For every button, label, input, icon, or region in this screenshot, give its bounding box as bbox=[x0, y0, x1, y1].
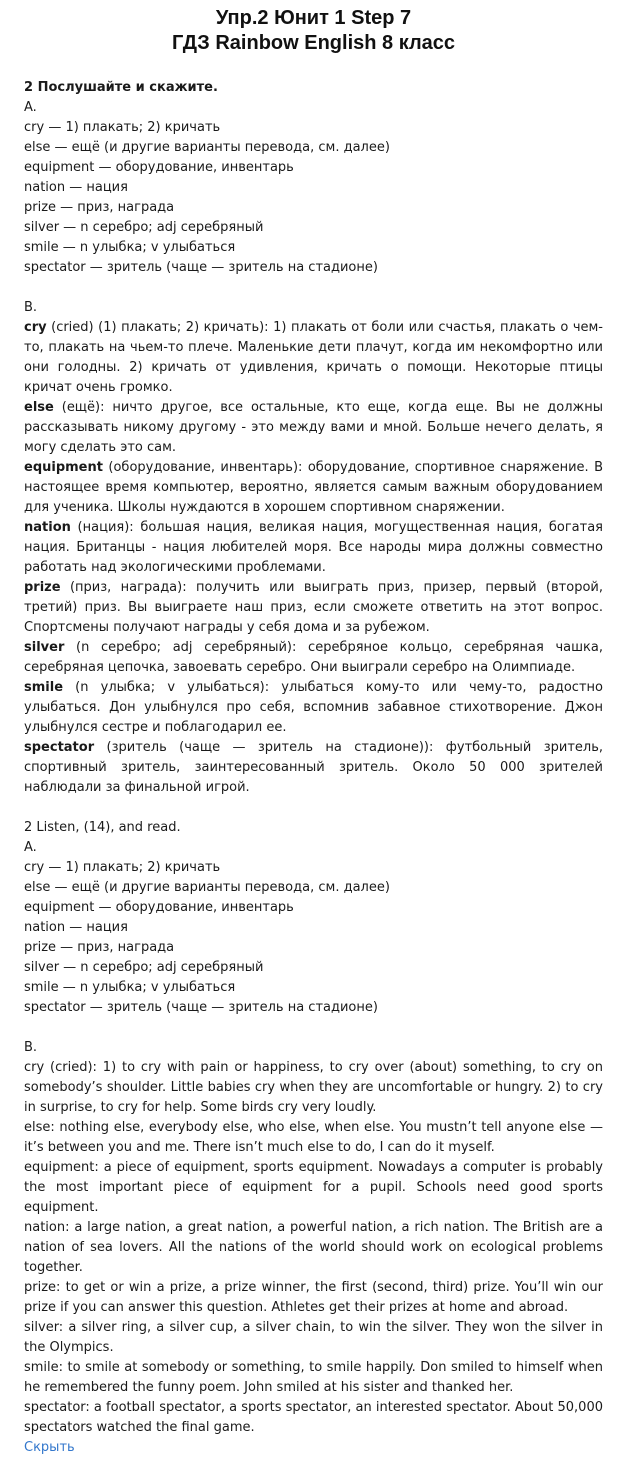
list-item: cry (cried): 1) to cry with pain or happiness, to cry over (about) something, to cry on somebody’s shoulder. Little babies cry when they are uncomfortable or hungry. 2) to cry in surprise, to cry for help. Some birds cry very loudly. bbox=[24, 1060, 603, 1115]
ru-entries-list bbox=[24, 318, 603, 798]
entry-text: (n серебро; adj серебряный): серебряное кольцо, серебряная чашка, серебряная цепочка, завоевать серебро. Они выиграли серебро на Олимпиаде. bbox=[24, 640, 603, 675]
en-vocab-list bbox=[24, 858, 603, 1018]
list-item: nation — нация bbox=[24, 180, 128, 195]
list-item: smile — n улыбка; v улыбаться bbox=[24, 240, 236, 255]
list-item: nation — нация bbox=[24, 920, 128, 935]
list-item bbox=[24, 518, 603, 578]
ru-heading: 2 Послушайте и скажите. bbox=[24, 80, 218, 95]
entry-word: cry bbox=[24, 320, 47, 335]
list-item: silver — n серебро; adj серебряный bbox=[24, 960, 264, 975]
en-heading: 2 Listen, (14), and read. bbox=[24, 820, 181, 835]
entry-word: spectator bbox=[24, 740, 95, 755]
entry-text: (оборудование, инвентарь): оборудование, спортивное снаряжение. В настоящее время компьютер, вероятно, является самым важным оборудованием для ученика. Школы нуждаются в хорошем спортивном снаряжении. bbox=[24, 460, 603, 515]
entry-text: (cried) (1) плакать; 2) кричать): 1) плакать от боли или счастья, плакать о чем-то, плакать на чьем-то плече. Маленькие дети плачут, когда им некомфортно или они голодны. 2) кричать от удивления, кричать о помощи. Некоторые птицы кричат очень громко. bbox=[24, 320, 603, 395]
list-item: prize — приз, награда bbox=[24, 200, 175, 215]
list-item: equipment — оборудование, инвентарь bbox=[24, 160, 294, 175]
list-item bbox=[24, 318, 603, 398]
list-item bbox=[24, 578, 603, 638]
list-item bbox=[24, 738, 603, 798]
list-item: smile: to smile at somebody or something, to smile happily. Don smiled to himself when he remembered the funny poem. John smiled at his sister and thanked her. bbox=[24, 1360, 603, 1395]
en-section bbox=[24, 818, 603, 1438]
list-item: equipment: a piece of equipment, sports equipment. Nowadays a computer is probably the most important piece of equipment for a pupil. Schools need good sports equipment. bbox=[24, 1160, 603, 1215]
list-item bbox=[24, 398, 603, 458]
page-title bbox=[24, 6, 603, 56]
list-item bbox=[24, 458, 603, 518]
entry-text: (нация): большая нация, великая нация, могущественная нация, богатая нация. Британцы - нация любителей моря. Все народы мира должны совместно работать над экологическими проблемами. bbox=[24, 520, 603, 575]
entry-word: prize bbox=[24, 580, 61, 595]
list-item: smile — n улыбка; v улыбаться bbox=[24, 980, 236, 995]
entry-word: nation bbox=[24, 520, 71, 535]
ru-label-a: A. bbox=[24, 100, 37, 115]
list-item: silver — n серебро; adj серебряный bbox=[24, 220, 264, 235]
entry-word: smile bbox=[24, 680, 64, 695]
list-item: silver: a silver ring, a silver cup, a silver chain, to win the silver. They won the silver in the Olympics. bbox=[24, 1320, 603, 1355]
title-line-1: Упр.2 Юнит 1 Step 7 bbox=[215, 7, 412, 29]
list-item: else: nothing else, everybody else, who else, when else. You mustn’t tell anyone else — it’s between you and me. There isn’t much else to do, I can do it myself. bbox=[24, 1120, 603, 1155]
en-label-a: A. bbox=[24, 840, 37, 855]
entry-word: equipment bbox=[24, 460, 103, 475]
list-item bbox=[24, 638, 603, 678]
list-item: else — ещё (и другие варианты перевода, см. далее) bbox=[24, 140, 390, 155]
ru-label-b: B. bbox=[24, 300, 38, 315]
list-item: nation: a large nation, a great nation, a powerful nation, a rich nation. The British are a nation of sea lovers. All the nations of the world should work on ecological problems together. bbox=[24, 1220, 603, 1275]
entry-text: (n улыбка; v улыбаться): улыбаться кому-то или чему-то, радостно улыбаться. Дон улыбнулся про себя, вспомнив забавное стихотворение. Джон улыбнулся сестре и поблагодарил ее. bbox=[24, 680, 603, 735]
list-item bbox=[24, 678, 603, 738]
entry-word: silver bbox=[24, 640, 65, 655]
list-item: spectator — зритель (чаще — зритель на стадионе) bbox=[24, 1000, 378, 1015]
list-item: prize: to get or win a prize, a prize winner, the first (second, third) prize. You’ll win our prize if you can answer this question. Athletes get their prizes at home and abroad. bbox=[24, 1280, 603, 1315]
entry-word: else bbox=[24, 400, 54, 415]
hide-link[interactable]: Скрыть bbox=[24, 1440, 75, 1455]
list-item: spectator — зритель (чаще — зритель на стадионе) bbox=[24, 260, 378, 275]
list-item: cry — 1) плакать; 2) кричать bbox=[24, 120, 221, 135]
en-label-b: B. bbox=[24, 1040, 38, 1055]
ru-vocab-list bbox=[24, 118, 603, 278]
title-line-2: ГДЗ Rainbow English 8 класс bbox=[171, 32, 456, 54]
entry-text: (ещё): ничто другое, все остальные, кто еще, когда еще. Вы не должны рассказывать никому другому - это между вами и мной. Больше нечего делать, я могу сделать это сам. bbox=[24, 400, 603, 455]
en-entries-list bbox=[24, 1058, 603, 1438]
list-item: spectator: a football spectator, a sports spectator, an interested spectator. About 50,000 spectators watched the final game. bbox=[24, 1400, 603, 1435]
list-item: prize — приз, награда bbox=[24, 940, 175, 955]
list-item: cry — 1) плакать; 2) кричать bbox=[24, 860, 221, 875]
entry-text: (зритель (чаще — зритель на стадионе)): футбольный зритель, спортивный зритель, заинтересованный зритель. Около 50 000 зрителей наблюдали за финальной игрой. bbox=[24, 740, 603, 795]
entry-text: (приз, награда): получить или выиграть приз, призер, первый (второй, третий) приз. Вы выиграете наш приз, если сможете ответить на этот вопрос. Спортсмены получают награды у себя дома и за рубежом. bbox=[24, 580, 603, 635]
list-item: else — ещё (и другие варианты перевода, см. далее) bbox=[24, 880, 390, 895]
list-item: equipment — оборудование, инвентарь bbox=[24, 900, 294, 915]
ru-section bbox=[24, 78, 603, 798]
